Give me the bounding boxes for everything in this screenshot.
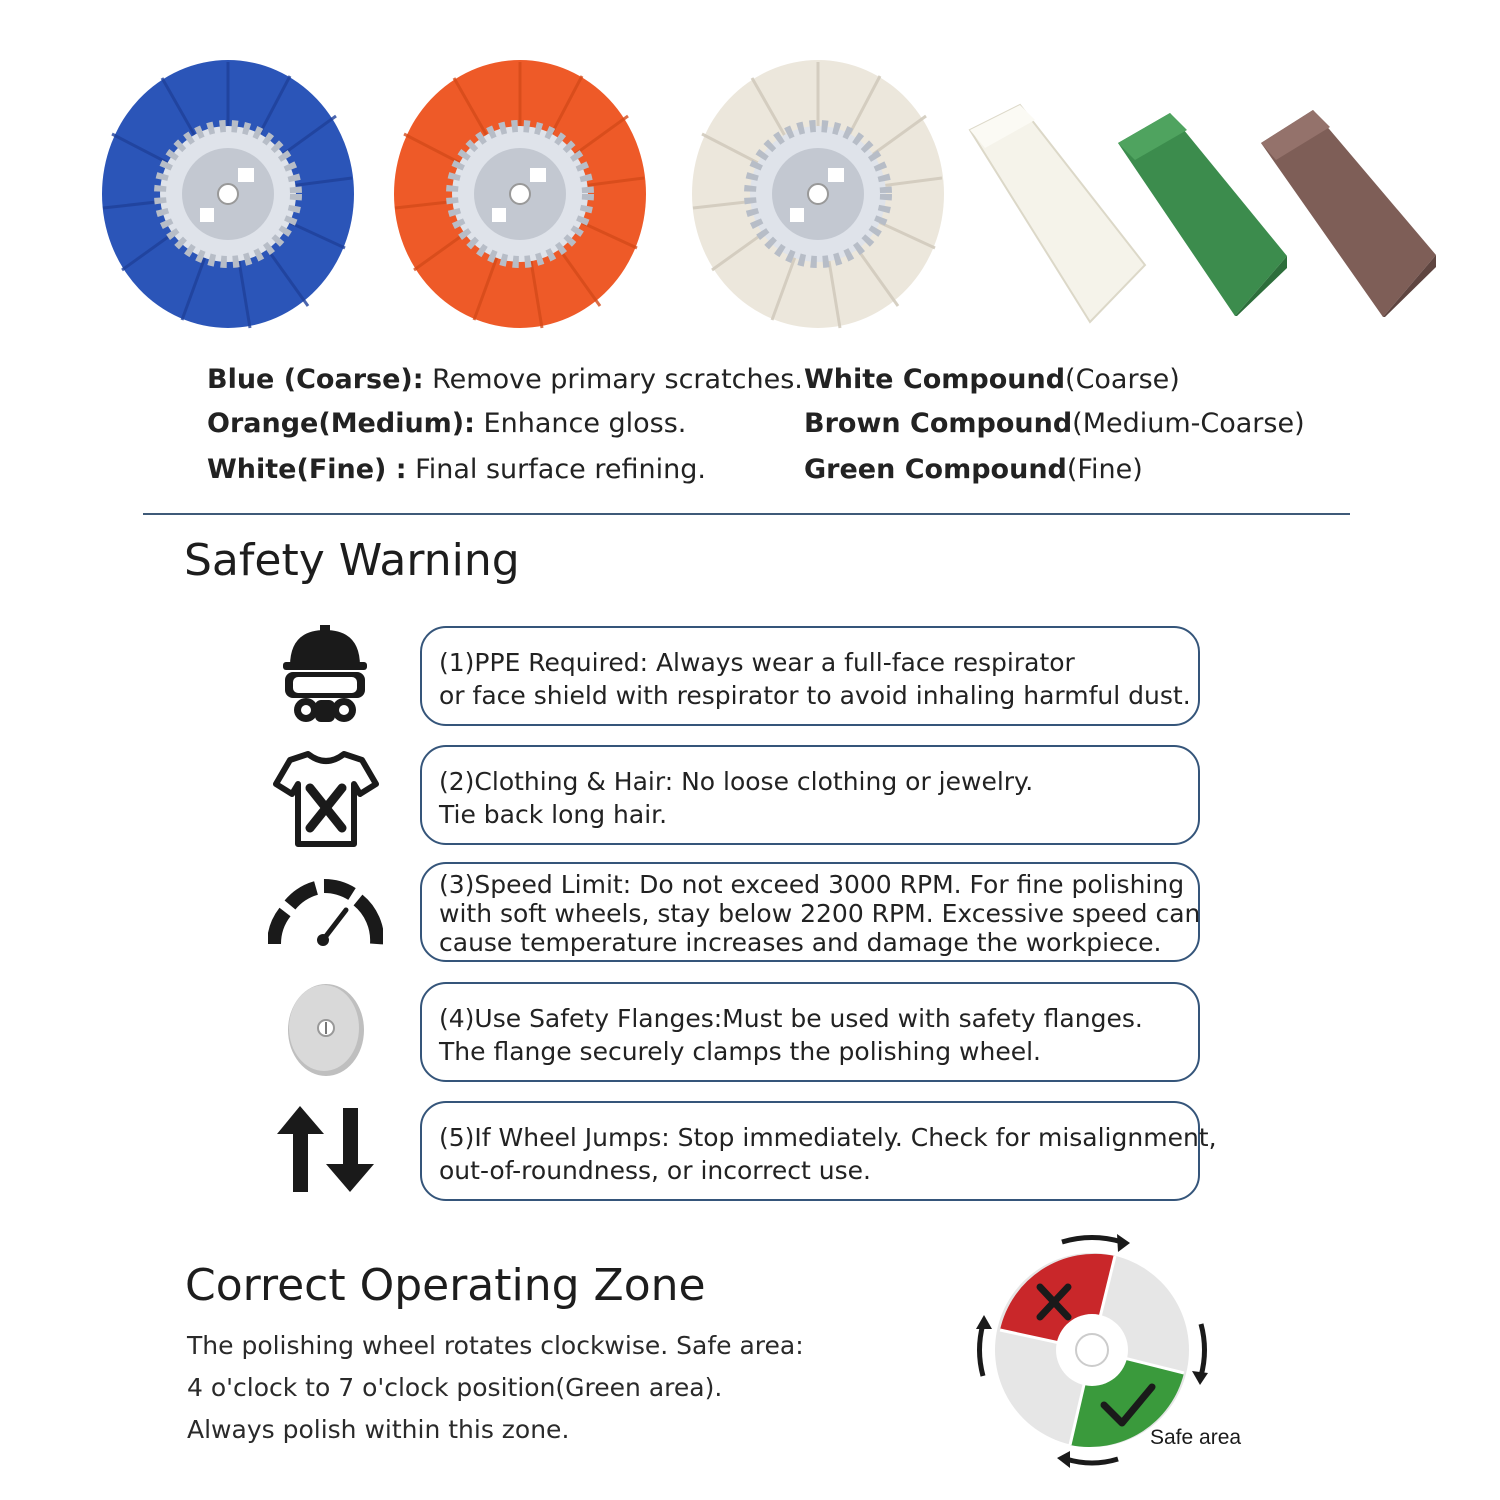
- wheel-legend: [207, 358, 803, 492]
- safe-area-label: Safe area: [1150, 1426, 1242, 1449]
- brown-compound-bar-image: [1258, 105, 1438, 320]
- legend-blue-wheel: Blue (Coarse): Remove primary scratches.: [207, 364, 803, 395]
- legend-green-compound: Green Compound(Fine): [804, 454, 1143, 485]
- orange-wheel-image: [392, 58, 648, 330]
- blue-wheel-image: [100, 58, 356, 330]
- legend-brown-compound: Brown Compound(Medium-Coarse): [804, 408, 1305, 439]
- section-divider: [143, 513, 1350, 515]
- operating-zone-title: Correct Operating Zone: [185, 1260, 706, 1311]
- warning-box-speed: (3)Speed Limit: Do not exceed 3000 RPM. For fine polishing with soft wheels, stay below 2200 RPM. Excessive speed can cause temperature increases and damage the workpiece.: [420, 862, 1200, 962]
- safety-flange-icon: [268, 978, 383, 1088]
- warning-box-clothing: (2)Clothing & Hair: No loose clothing or jewelry. Tie back long hair.: [420, 745, 1200, 845]
- legend-white-compound: White Compound(Coarse): [804, 364, 1180, 395]
- compound-legend: [804, 358, 1305, 492]
- warning-box-ppe: (1)PPE Required: Always wear a full-face respirator or face shield with respirator to avoid inhaling harmful dust.: [420, 626, 1200, 726]
- legend-orange-wheel: Orange(Medium): Enhance gloss.: [207, 408, 687, 439]
- speedometer-icon: [268, 872, 383, 982]
- no-loose-clothing-icon: [268, 748, 383, 858]
- safety-warning-title: Safety Warning: [184, 535, 520, 586]
- operating-zone-description: The polishing wheel rotates clockwise. Safe area: 4 o'clock to 7 o'clock position(Green area). Always polish within this zone.: [187, 1331, 804, 1444]
- warning-box-wheel-jumps: (5)If Wheel Jumps: Stop immediately. Check for misalignment, out-of-roundness, or incorrect use.: [420, 1101, 1200, 1201]
- legend-white-wheel: White(Fine) : Final surface refining.: [207, 454, 706, 485]
- warning-box-flange: (4)Use Safety Flanges:Must be used with safety flanges. The flange securely clamps the polishing wheel.: [420, 982, 1200, 1082]
- white-wheel-image: [690, 58, 946, 330]
- operating-zone-diagram: [960, 1225, 1260, 1480]
- up-down-arrows-icon: [268, 1100, 383, 1210]
- ppe-helmet-respirator-icon: [268, 622, 383, 732]
